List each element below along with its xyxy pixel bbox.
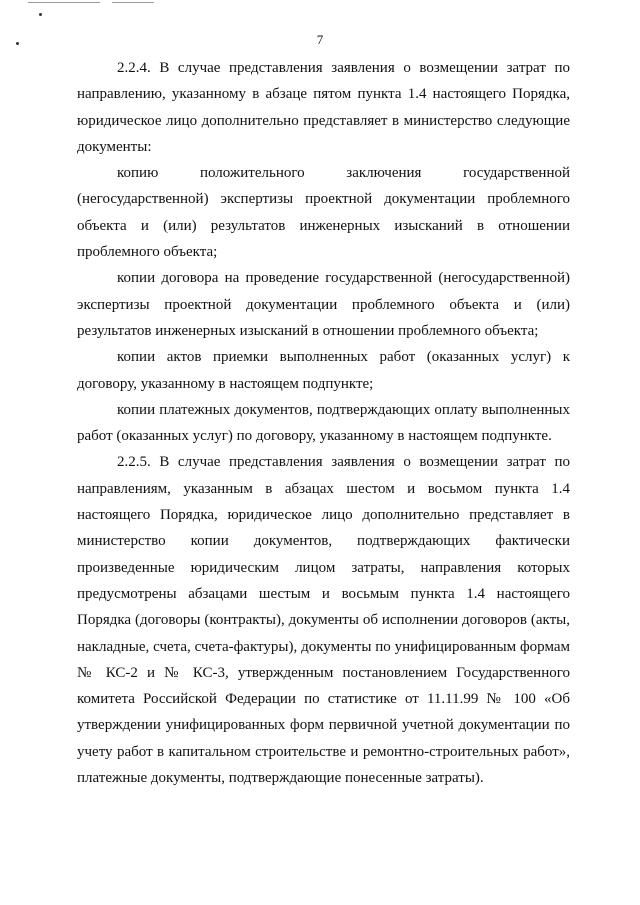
scan-speck-top [39, 13, 42, 16]
paragraph-expertise-contract-copies: копии договора на проведение государственной (негосударственной) экспертизы проектной документации проблемного объекта и (или) результатов инженерных изысканий в отношении проблемного объекта; [77, 270, 570, 339]
paragraph-positive-conclusion-copy: копию положительного заключения государственной (негосударственной) экспертизы проектной документации проблемного объекта и (или) результатов инженерных изысканий в отношении проблемного объекта; [77, 165, 570, 261]
paragraph-2-2-5: 2.2.5. В случае представления заявления о возмещении затрат по направлениям, указанным в абзацах шестом и восьмом пункта 1.4 настоящего Порядка, юридическое лицо дополнительно представляет в министерство копии документов, подтверждающих фактически произведенные юридическим лицом затраты, направления которых предусмотрены абзацами шестым и восьмым пункта 1.4 настоящего Порядка (договоры (контракты), документы об исполнении договоров (акты, накладные, счета, счета-фактуры), документы по унифицированным формам № КС-2 и № КС-3, утвержденным постановлением Государственного комитета Российской Федерации по статистике от 11.11.99 № 100 «Об утверждении унифицированных форм первичной учетной документации по учету работ в капитальном строительстве и ремонтно-строительных работ», платежные документы, подтверждающие понесенные затраты). [77, 454, 570, 787]
paragraph-payment-documents-copies: копии платежных документов, подтверждающих оплату выполненных работ (оказанных услуг) по договору, указанному в настоящем подпункте. [77, 401, 570, 445]
scan-edge-line-right [112, 2, 154, 3]
paragraph-acceptance-acts-copies: копии актов приемки выполненных работ (оказанных услуг) к договору, указанному в настоящем подпункте; [77, 349, 570, 392]
page-number: 7 [316, 32, 324, 47]
paragraph-2-2-4: 2.2.4. В случае представления заявления о возмещении затрат по направлению, указанному в абзаце пятом пункта 1.4 настоящего Порядка, юридическое лицо дополнительно представляет в министерство следующие документы: [77, 60, 570, 155]
document-body [77, 55, 570, 791]
scan-edge-line-left [28, 2, 100, 3]
